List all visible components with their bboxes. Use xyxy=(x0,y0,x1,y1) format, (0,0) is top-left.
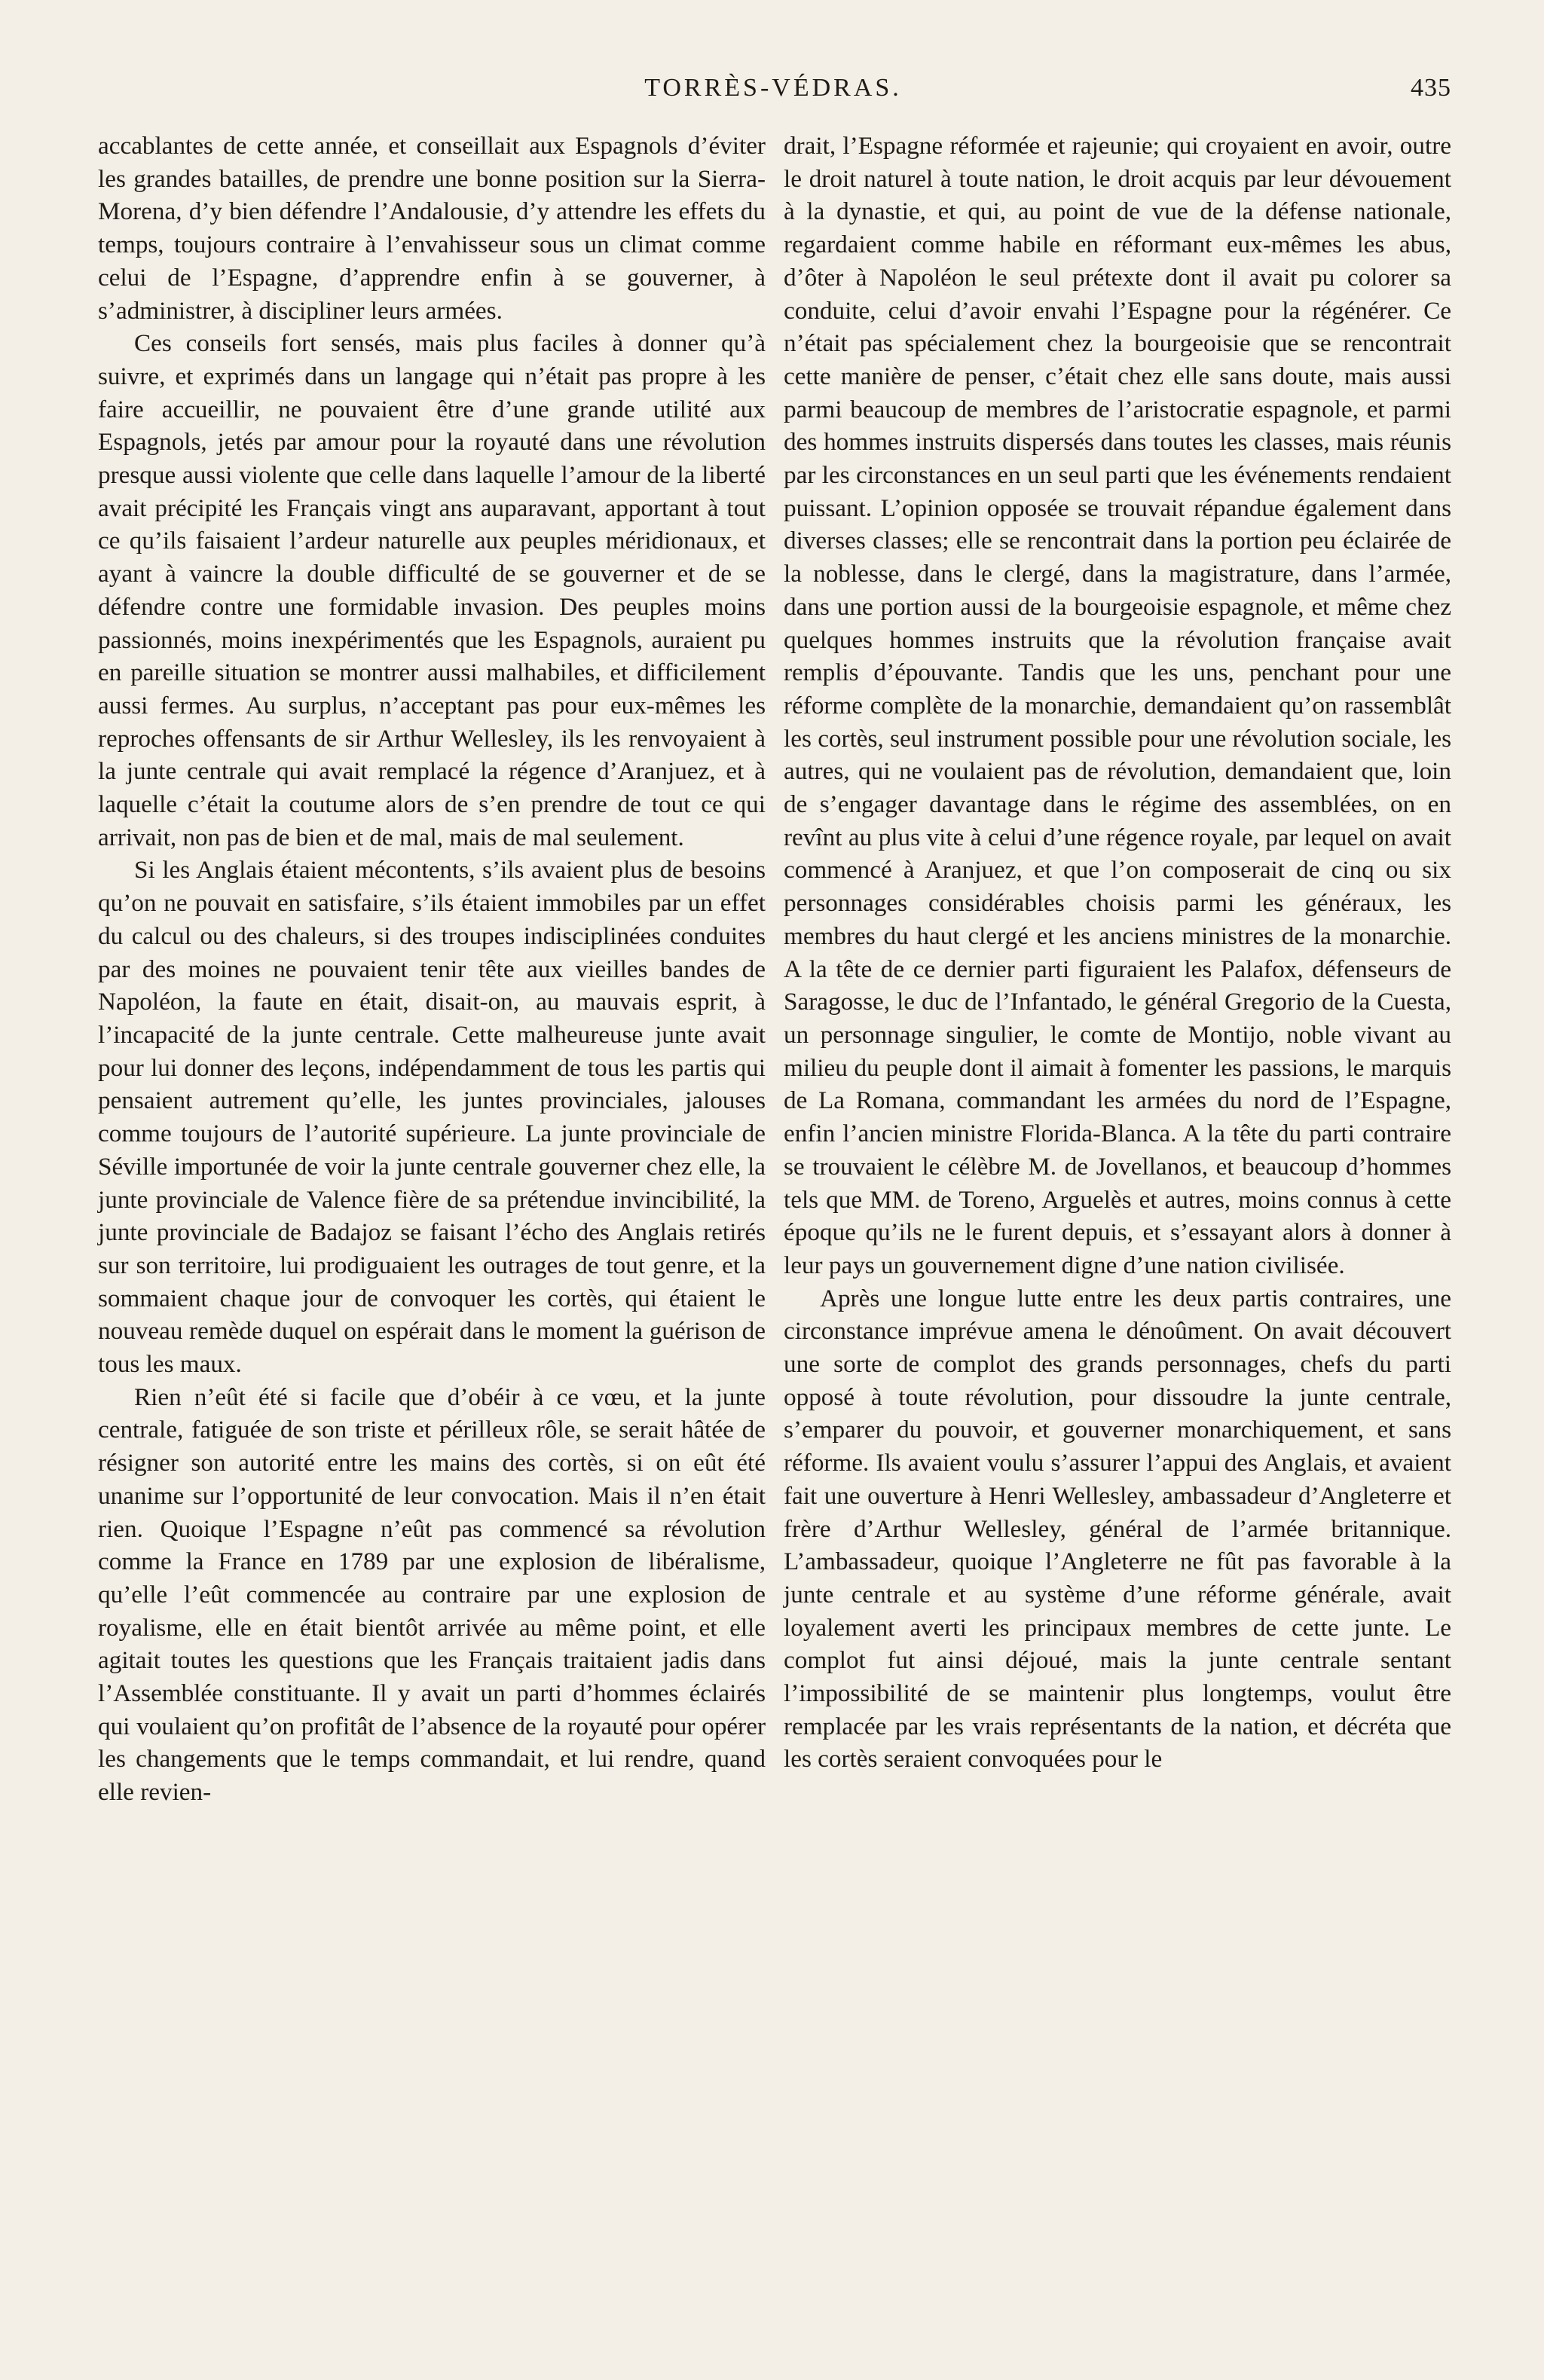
paragraph: Ces conseils fort sensés, mais plus faciles à donner qu’à suivre, et exprimés dans un langage qui n’était pas propre à les faire accueillir, ne pouvaient être d’une grande utilité aux Espagnols, jetés par amour pour la royauté dans une révolution presque aussi violente que celle dans laquelle l’amour de la liberté avait précipité les Français vingt ans auparavant, apportant à tout ce qu’ils faisaient l’ardeur naturelle aux peuples méridionaux, et ayant à vaincre la double difficulté de se gouverner et de se défendre contre une formidable invasion. Des peuples moins passionnés, moins inexpérimentés que les Espagnols, auraient pu en pareille situation se montrer aussi malhabiles, et difficilement aussi fermes. Au surplus, n’acceptant pas pour eux-mêmes les reproches offensants de sir Arthur Wellesley, ils les renvoyaient à la junte centrale qui avait remplacé la régence d’Aranjuez, et à laquelle c’était la coutume alors de s’en prendre de tout ce qui arrivait, non pas de bien et de mal, mais de mal seulement. xyxy=(98,329,766,851)
paragraph: Rien n’eût été si facile que d’obéir à ce vœu, et la junte centrale, fatiguée de son triste et périlleux rôle, se serait hâtée de résigner son autorité entre les mains des cortès, si on eût été unanime sur l’opportunité de leur convocation. Mais il n’en était rien. Quoique l’Espagne n’eût pas commencé sa révolution comme la France en 1789 par une explosion de libéralisme, qu’elle l’eût commencée au contraire par une explosion de royalisme, elle en était bientôt arrivée au même point, et elle agitait toutes les questions que les Français traitaient jadis dans l’Assemblée constituante. Il y avait un parti d’hommes éclairés qui voulaient qu’on profitât de l’absence de la royauté pour opérer les changements que le temps commandait, et lui rendre, quand elle revien- xyxy=(98,1382,766,1807)
paragraph: drait, l’Espagne réformée et rajeunie; qui croyaient en avoir, outre le droit naturel à toute nation, le droit acquis par leur dévouement à la dynastie, et qui, au point de vue de la défense nationale, regardaient comme habile en réformant eux-mêmes les abus, d’ôter à Napoléon le seul prétexte dont il avait pu colorer sa conduite, celui d’avoir envahi l’Espagne pour la régénérer. Ce n’était pas spécialement chez la bourgeoisie que se rencontrait cette manière de penser, c’était chez elle sans doute, mais aussi parmi beaucoup de membres de l’aristocratie espagnole, et parmi des hommes instruits dispersés dans toutes les classes, mais réunis par les circonstances en un seul parti que les événements rendaient puissant. L’opinion opposée se trouvait répandue également dans diverses classes; elle se rencontrait dans la portion peu éclairée de la noblesse, dans le clergé, dans la magistrature, dans l’armée, dans une portion aussi de la bourgeoisie espagnole, et même chez quelques hommes instruits que la révolution française avait remplis d’épouvante. Tandis que les uns, penchant pour une réforme complète de la monarchie, demandaient qu’on rassemblât les cortès, seul instrument possible pour une révolution sociale, les autres, qui ne voulaient pas de révolution, demandaient que, loin de s’engager davantage dans le régime des assemblées, on en revînt au plus vite à celui d’une régence royale, par lequel on avait commencé à Aranjuez, et que l’on composerait de cinq ou six personnages considérables choisis parmi les généraux, les membres du haut clergé et les anciens ministres de la monarchie. A la tête de ce dernier parti figuraient les Palafox, défenseurs de Saragosse, le duc de l’Infantado, le général Gregorio de la Cuesta, un personnage singulier, le comte de Montijo, noble vivant au milieu du peuple dont il aimait à fomenter les passions, le marquis de La Romana, commandant les armées du nord de l’Espagne, enfin l’ancien ministre Florida-Blanca. A la tête du parti contraire se trouvaient le célèbre M. de Jovellanos, et beaucoup d’hommes tels que MM. de Toreno, Arguelès et autres, moins connus à cette époque qu’ils ne le furent depuis, et s’essayant alors à donner à leur pays un gouvernement digne d’une nation civilisée. xyxy=(784,132,1451,1279)
right-column xyxy=(784,130,1451,1776)
page-number: 435 xyxy=(1411,74,1451,102)
paragraph: accablantes de cette année, et conseillait aux Espagnols d’éviter les grandes batailles, de prendre une bonne position sur la Sierra-Morena, d’y bien défendre l’Andalousie, d’y attendre les effets du temps, toujours contraire à l’envahisseur sous un climat comme celui de l’Espagne, d’apprendre enfin à se gouverner, à s’administrer, à discipliner leurs armées. xyxy=(98,132,766,325)
paragraph: Après une longue lutte entre les deux partis contraires, une circonstance imprévue amena le dénoûment. On avait découvert une sorte de complot des grands personnages, chefs du parti opposé à toute révolution, pour dissoudre la junte centrale, s’emparer du pouvoir, et gouverner monarchiquement, et sans réforme. Ils avaient voulu s’assurer l’appui des Anglais, et avaient fait une ouverture à Henri Wellesley, ambassadeur d’Angleterre et frère d’Arthur Wellesley, général de l’armée britannique. L’ambassadeur, quoique l’Angleterre ne fût pas favorable à la junte centrale et au système d’une réforme générale, avait loyalement averti les principaux membres de cette junte. Le complot fut ainsi déjoué, mais la junte centrale sentant l’impossibilité de se maintenir plus longtemps, voulut être remplacée par les vrais représentants de la nation, et décréta que les cortès seraient convoquées pour le xyxy=(784,1284,1451,1774)
running-title: TORRÈS-VÉDRAS. xyxy=(644,74,902,102)
left-column xyxy=(98,130,766,1809)
page-header xyxy=(95,74,1451,112)
paragraph: Si les Anglais étaient mécontents, s’ils avaient plus de besoins qu’on ne pouvait en satisfaire, s’ils étaient immobiles par un effet du calcul ou des chaleurs, si des troupes indisciplinées conduites par des moines ne pouvaient tenir tête aux vieilles bandes de Napoléon, la faute en était, disait-on, au mauvais esprit, à l’incapacité de la junte centrale. Cette malheureuse junte avait pour lui donner des leçons, indépendamment de tous les partis qui pensaient autrement qu’elle, les juntes provinciales, jalouses comme toujours de l’autorité supérieure. La junte provinciale de Séville importunée de voir la junte centrale gouverner chez elle, la junte provinciale de Valence fière de sa prétendue invincibilité, la junte provinciale de Badajoz se faisant l’écho des Anglais retirés sur son territoire, lui prodiguaient les outrages de tout genre, et la sommaient chaque jour de convoquer les cortès, qui étaient le nouveau remède duquel on espérait dans le moment la guérison de tous les maux. xyxy=(98,856,766,1379)
